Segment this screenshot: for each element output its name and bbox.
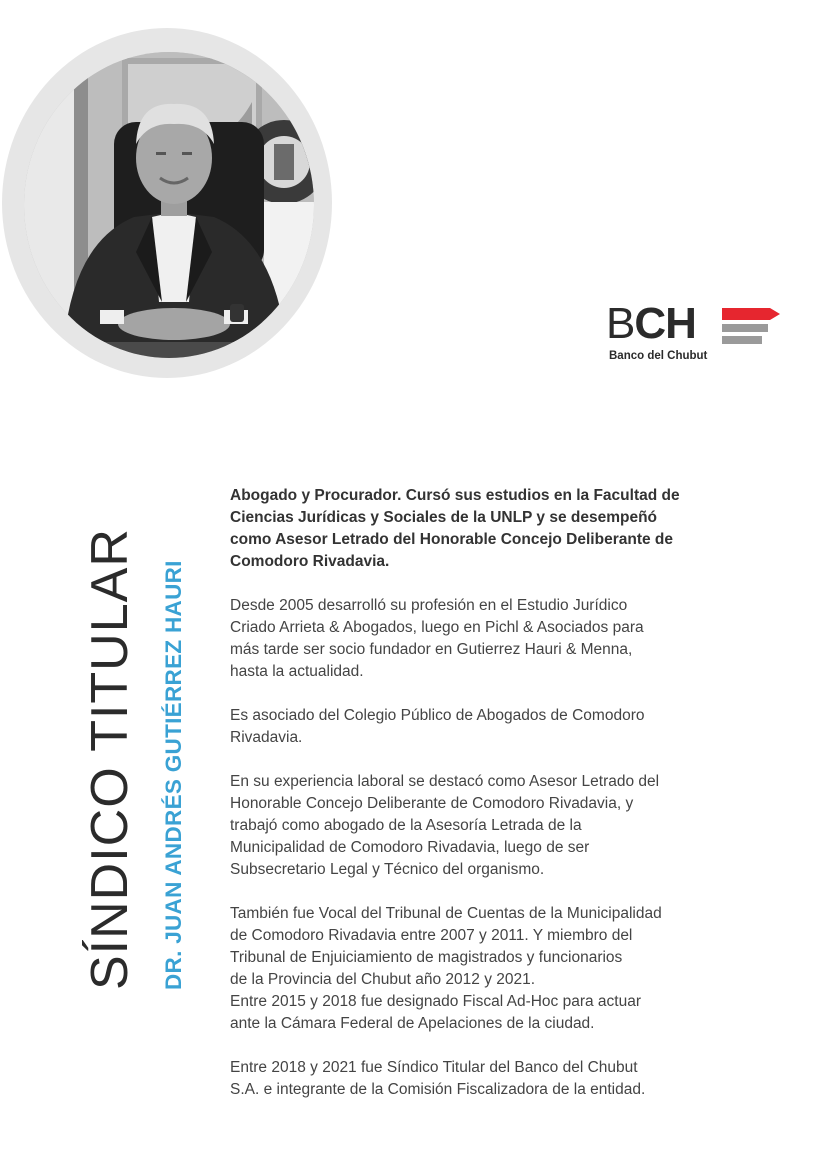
role-title: SÍNDICO TITULAR <box>81 528 139 990</box>
logo-arrows-icon <box>722 306 784 346</box>
logo-subtitle: Banco del Chubut <box>609 350 708 362</box>
person-name: DR. JUAN ANDRÉS GUTIÉRREZ HAURI <box>161 560 186 990</box>
portrait-photo <box>24 52 314 358</box>
bio-paragraph-3: Es asociado del Colegio Público de Abogados de Comodoro Rivadavia. <box>230 707 645 746</box>
logo-letters-ch: CH <box>634 299 696 348</box>
biography <box>230 485 790 1123</box>
bio-paragraph-2: Desde 2005 desarrolló su profesión en el Estudio Jurídico Criado Arrieta & Abogados, luego en Pichl & Asociados para más tarde ser socio fundador en Gutierrez Hauri & Menna, hasta la actualidad. <box>230 597 644 680</box>
portrait-photo-icon <box>24 52 314 358</box>
logo-wordmark <box>606 299 696 348</box>
bch-logo <box>606 299 796 372</box>
bio-paragraph-6: Entre 2018 y 2021 fue Síndico Titular del Banco del Chubut S.A. e integrante de la Comisión Fiscalizadora de la entidad. <box>230 1059 646 1098</box>
bio-paragraph-5: También fue Vocal del Tribunal de Cuentas de la Municipalidad de Comodoro Rivadavia entre 2007 y 2011. Y miembro del Tribunal de Enjuiciamiento de magistrados y funcionarios de la Provincia del Chubut año 2012 y 2021. Entre 2015 y 2018 fue designado Fiscal Ad-Hoc para actuar ante la Cámara Federal de Apelaciones de la ciudad. <box>230 905 662 1032</box>
bio-paragraph-4: En su experiencia laboral se destacó como Asesor Letrado del Honorable Concejo Deliberante de Comodoro Rivadavia, y trabajó como abogado de la Asesoría Letrada de la Municipalidad de Comodoro Rivadavia, luego de ser Subsecretario Legal y Técnico del organismo. <box>230 773 660 878</box>
logo-letter-b: B <box>606 299 635 348</box>
bio-paragraph-1: Abogado y Procurador. Cursó sus estudios en la Facultad de Ciencias Jurídicas y Sociales de la UNLP y se desempeñó como Asesor Letrado del Honorable Concejo Deliberante de Comodoro Rivadavia. <box>230 487 680 570</box>
